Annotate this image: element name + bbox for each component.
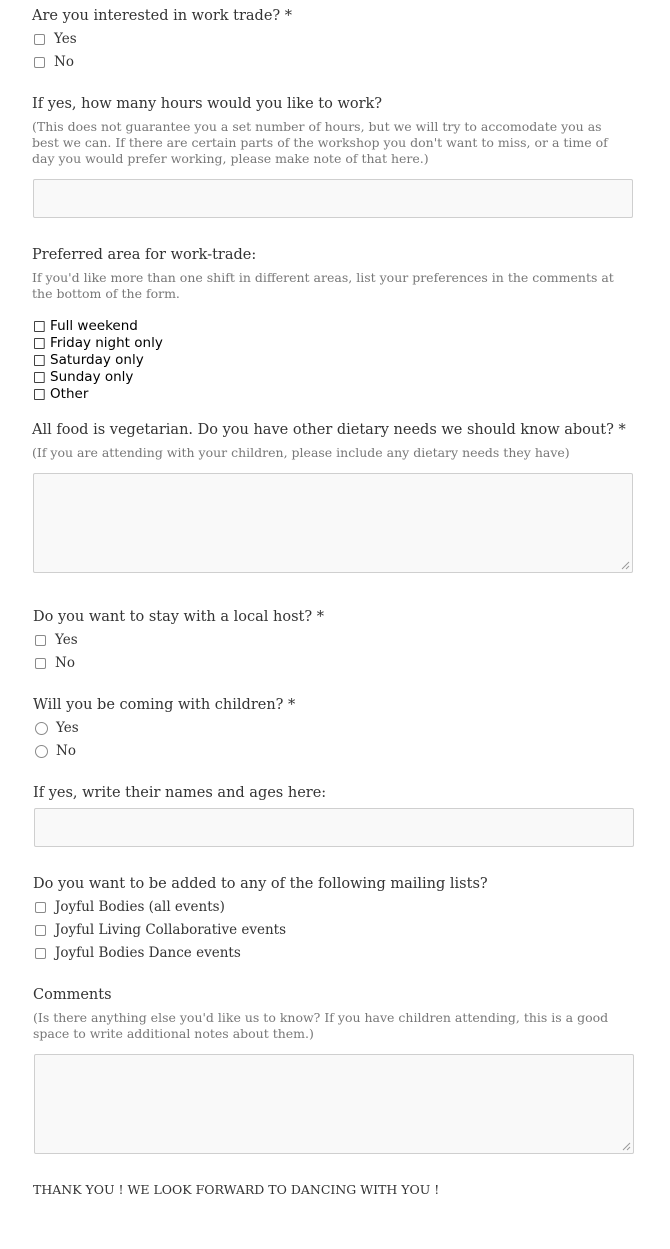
local-host-no-option[interactable] — [35, 654, 75, 672]
hours-question: If yes, how many hours would you like to work? — [32, 96, 383, 112]
mailing-option-label: Joyful Living Collaborative events — [55, 922, 287, 938]
checkbox-icon[interactable] — [35, 948, 46, 959]
work-trade-yes-option[interactable] — [34, 30, 77, 48]
local-host-question: Do you want to stay with a local host? * — [33, 609, 324, 625]
thank-you-message: THANK YOU ! WE LOOK FORWARD TO DANCING WITH YOU ! — [33, 1182, 440, 1197]
checkbox-icon[interactable] — [35, 902, 46, 913]
local-host-yes-option[interactable] — [35, 631, 78, 649]
local-host-yes-label: Yes — [55, 632, 78, 648]
checkbox-icon[interactable] — [34, 57, 45, 68]
children-yes-option[interactable] — [35, 719, 79, 737]
dietary-hint: (If you are attending with your children, please include any dietary needs they have) — [32, 445, 570, 460]
children-yes-label: Yes — [56, 720, 79, 736]
area-option-full-weekend[interactable]: □ Full weekend — [33, 318, 138, 334]
hours-hint: (This does not guarantee you a set number of hours, but we will try to accomodate you as best we can. If there are certain parts of the workshop you don't want to miss, or a time of day you would prefer working, please make note of that here.) — [32, 119, 608, 166]
children-no-option[interactable] — [35, 742, 76, 760]
area-option-sunday[interactable]: □ Sunday only — [33, 369, 134, 385]
checkbox-icon[interactable] — [35, 635, 46, 646]
resize-grip-icon[interactable] — [620, 560, 630, 570]
comments-hint: (Is there anything else you'd like us to know? If you have children attending, this is a good space to write additional notes about them.) — [33, 1010, 609, 1041]
radio-icon[interactable] — [35, 745, 48, 758]
children-names-input[interactable] — [34, 808, 634, 847]
mailing-option-joyful-living[interactable] — [35, 921, 286, 939]
radio-icon[interactable] — [35, 722, 48, 735]
mailing-option-label: Joyful Bodies (all events) — [55, 899, 225, 915]
area-option-saturday[interactable]: □ Saturday only — [33, 352, 144, 368]
mailing-option-dance-events[interactable] — [35, 944, 241, 962]
work-trade-no-option[interactable] — [34, 53, 74, 71]
area-option-other[interactable]: □ Other — [33, 386, 89, 402]
work-trade-yes-label: Yes — [54, 31, 77, 47]
dietary-question: All food is vegetarian. Do you have other dietary needs we should know about? * — [32, 422, 626, 438]
checkbox-icon[interactable] — [35, 658, 46, 669]
area-question: Preferred area for work-trade: — [32, 247, 257, 263]
hours-input[interactable] — [33, 179, 633, 218]
children-no-label: No — [56, 743, 76, 759]
resize-grip-icon[interactable] — [621, 1141, 631, 1151]
area-option-friday[interactable]: □ Friday night only — [33, 335, 163, 351]
comments-question: Comments — [33, 987, 112, 1003]
dietary-textarea[interactable] — [33, 473, 633, 573]
area-hint: If you'd like more than one shift in different areas, list your preferences in the comments at the bottom of the form. — [32, 270, 614, 301]
children-question: Will you be coming with children? * — [33, 697, 296, 713]
mailing-option-label: Joyful Bodies Dance events — [55, 945, 241, 961]
mailing-question: Do you want to be added to any of the following mailing lists? — [33, 876, 488, 892]
mailing-option-joyful-bodies[interactable] — [35, 898, 225, 916]
local-host-no-label: No — [55, 655, 75, 671]
checkbox-icon[interactable] — [35, 925, 46, 936]
work-trade-no-label: No — [54, 54, 74, 70]
checkbox-icon[interactable] — [34, 34, 45, 45]
work-trade-question: Are you interested in work trade? * — [32, 8, 293, 24]
comments-textarea[interactable] — [34, 1054, 634, 1154]
children-names-question: If yes, write their names and ages here: — [33, 785, 327, 801]
